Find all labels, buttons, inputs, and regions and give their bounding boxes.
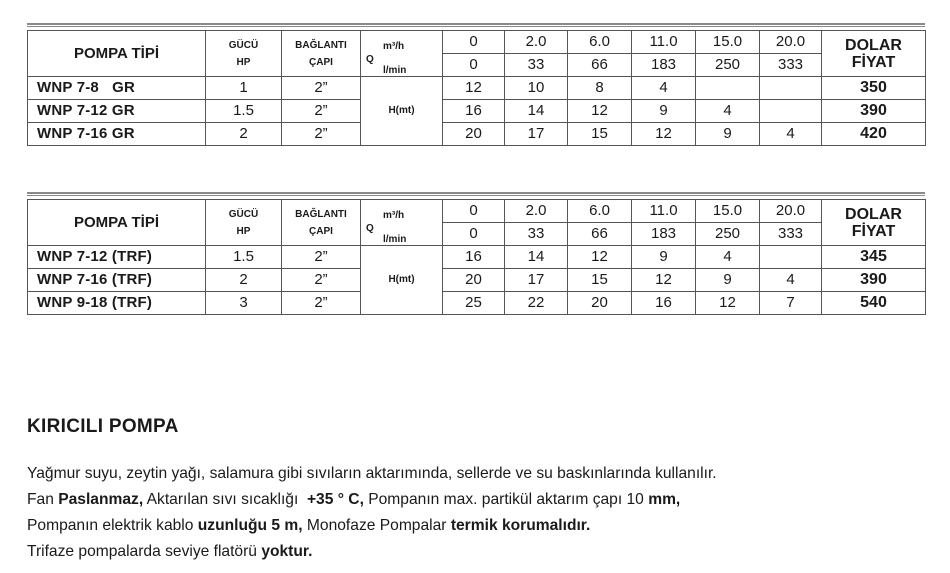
model-cell: WNP 7-16 (TRF) (28, 269, 206, 292)
flow-lmin-value: 66 (568, 54, 632, 77)
description-line: Pompanın elektrik kablo uzunluğu 5 m, Monofaze Pompalar termik korumalıdır. (27, 517, 591, 534)
head-cell: 14 (505, 100, 568, 123)
table-top-rule (27, 23, 925, 27)
hp-cell: 2 (206, 269, 282, 292)
flow-lmin-value: 333 (760, 223, 822, 246)
head-cell: 4 (632, 77, 696, 100)
connection-cell: 2” (282, 269, 361, 292)
pump-table-trf (27, 192, 925, 315)
col-header-flow: Q m³/h l/min (361, 31, 443, 77)
flow-m3h-value: 0 (443, 200, 505, 223)
flow-lmin-value: 66 (568, 223, 632, 246)
flow-m3h-value: 15.0 (696, 31, 760, 54)
head-cell: 4 (760, 123, 822, 146)
head-cell: 12 (568, 100, 632, 123)
price-cell: 345 (822, 246, 926, 269)
flow-lmin-value: 33 (505, 54, 568, 77)
flow-m3h-value: 15.0 (696, 200, 760, 223)
col-header-model: POMPA TİPİ (28, 200, 206, 246)
description-paragraph (27, 461, 717, 565)
head-cell: 16 (443, 100, 505, 123)
hp-cell: 3 (206, 292, 282, 315)
model-cell: WNP 9-18 (TRF) (28, 292, 206, 315)
description-line: Trifaze pompalarda seviye flatörü yoktur. (27, 543, 313, 560)
table-row (28, 246, 926, 269)
description-line: Fan Paslanmaz, Aktarılan sıvı sıcaklığı +35 ° C, Pompanın max. partikül aktarım çapı 10 mm, (27, 491, 681, 508)
price-cell: 540 (822, 292, 926, 315)
head-cell: 8 (568, 77, 632, 100)
flow-lmin-value: 0 (443, 54, 505, 77)
flow-m3h-value: 11.0 (632, 200, 696, 223)
table-row (28, 77, 926, 100)
head-cell: 4 (760, 269, 822, 292)
flow-m3h-value: 20.0 (760, 31, 822, 54)
head-cell: 17 (505, 123, 568, 146)
head-cell: 4 (696, 246, 760, 269)
flow-lmin-value: 183 (632, 223, 696, 246)
connection-cell: 2” (282, 246, 361, 269)
flow-m3h-value: 20.0 (760, 200, 822, 223)
head-cell: 20 (443, 123, 505, 146)
flow-m3h-value: 2.0 (505, 31, 568, 54)
head-cell: 9 (632, 246, 696, 269)
head-cell: 7 (760, 292, 822, 315)
table-row (28, 100, 926, 123)
connection-cell: 2” (282, 123, 361, 146)
head-cell: 9 (632, 100, 696, 123)
head-cell: 12 (696, 292, 760, 315)
hp-cell: 1.5 (206, 246, 282, 269)
head-cell: 15 (568, 269, 632, 292)
flow-lmin-value: 333 (760, 54, 822, 77)
col-header-power: GÜCÜ HP (206, 31, 282, 77)
head-cell: 20 (568, 292, 632, 315)
flow-m3h-value: 2.0 (505, 200, 568, 223)
price-cell: 350 (822, 77, 926, 100)
head-cell: 9 (696, 123, 760, 146)
col-header-price: DOLAR FİYAT (822, 31, 926, 77)
head-cell: 25 (443, 292, 505, 315)
price-cell: 390 (822, 269, 926, 292)
flow-lmin-value: 250 (696, 223, 760, 246)
table-top-rule (27, 192, 925, 196)
pump-table-gr (27, 23, 925, 146)
pump-price-table (27, 199, 926, 315)
col-header-model: POMPA TİPİ (28, 31, 206, 77)
connection-cell: 2” (282, 100, 361, 123)
flow-lmin-value: 183 (632, 54, 696, 77)
table-row (28, 292, 926, 315)
flow-lmin-value: 0 (443, 223, 505, 246)
table-row (28, 123, 926, 146)
description-line: Yağmur suyu, zeytin yağı, salamura gibi sıvıların aktarımında, sellerde ve su baskınlarında kullanılır. (27, 465, 717, 482)
flow-lmin-value: 33 (505, 223, 568, 246)
head-cell: 12 (632, 269, 696, 292)
head-cell (760, 100, 822, 123)
head-label-cell: H(mt) (361, 77, 443, 146)
table-header-row (28, 200, 926, 223)
flow-lmin-value: 250 (696, 54, 760, 77)
flow-m3h-value: 6.0 (568, 31, 632, 54)
head-cell: 12 (568, 246, 632, 269)
flow-m3h-value: 6.0 (568, 200, 632, 223)
head-cell: 12 (443, 77, 505, 100)
model-cell: WNP 7-8 GR (28, 77, 206, 100)
flow-m3h-value: 11.0 (632, 31, 696, 54)
head-cell: 17 (505, 269, 568, 292)
price-cell: 420 (822, 123, 926, 146)
head-cell: 20 (443, 269, 505, 292)
head-cell (760, 246, 822, 269)
price-cell: 390 (822, 100, 926, 123)
section-heading: KIRICILI POMPA (27, 416, 179, 437)
hp-cell: 2 (206, 123, 282, 146)
head-cell: 4 (696, 100, 760, 123)
head-cell: 16 (632, 292, 696, 315)
col-header-price: DOLAR FİYAT (822, 200, 926, 246)
connection-cell: 2” (282, 292, 361, 315)
hp-cell: 1 (206, 77, 282, 100)
head-cell: 9 (696, 269, 760, 292)
col-header-power: GÜCÜ HP (206, 200, 282, 246)
head-cell (696, 77, 760, 100)
flow-m3h-value: 0 (443, 31, 505, 54)
connection-cell: 2” (282, 77, 361, 100)
model-cell: WNP 7-16 GR (28, 123, 206, 146)
head-cell: 12 (632, 123, 696, 146)
head-cell: 14 (505, 246, 568, 269)
col-header-connection: BAĞLANTI ÇAPI (282, 31, 361, 77)
table-header-row (28, 31, 926, 54)
model-cell: WNP 7-12 GR (28, 100, 206, 123)
hp-cell: 1.5 (206, 100, 282, 123)
head-cell: 10 (505, 77, 568, 100)
head-label-cell: H(mt) (361, 246, 443, 315)
head-cell: 16 (443, 246, 505, 269)
head-cell: 22 (505, 292, 568, 315)
head-cell (760, 77, 822, 100)
col-header-flow: Q m³/h l/min (361, 200, 443, 246)
head-cell: 15 (568, 123, 632, 146)
col-header-connection: BAĞLANTI ÇAPI (282, 200, 361, 246)
model-cell: WNP 7-12 (TRF) (28, 246, 206, 269)
pump-price-table (27, 30, 926, 146)
table-row (28, 269, 926, 292)
